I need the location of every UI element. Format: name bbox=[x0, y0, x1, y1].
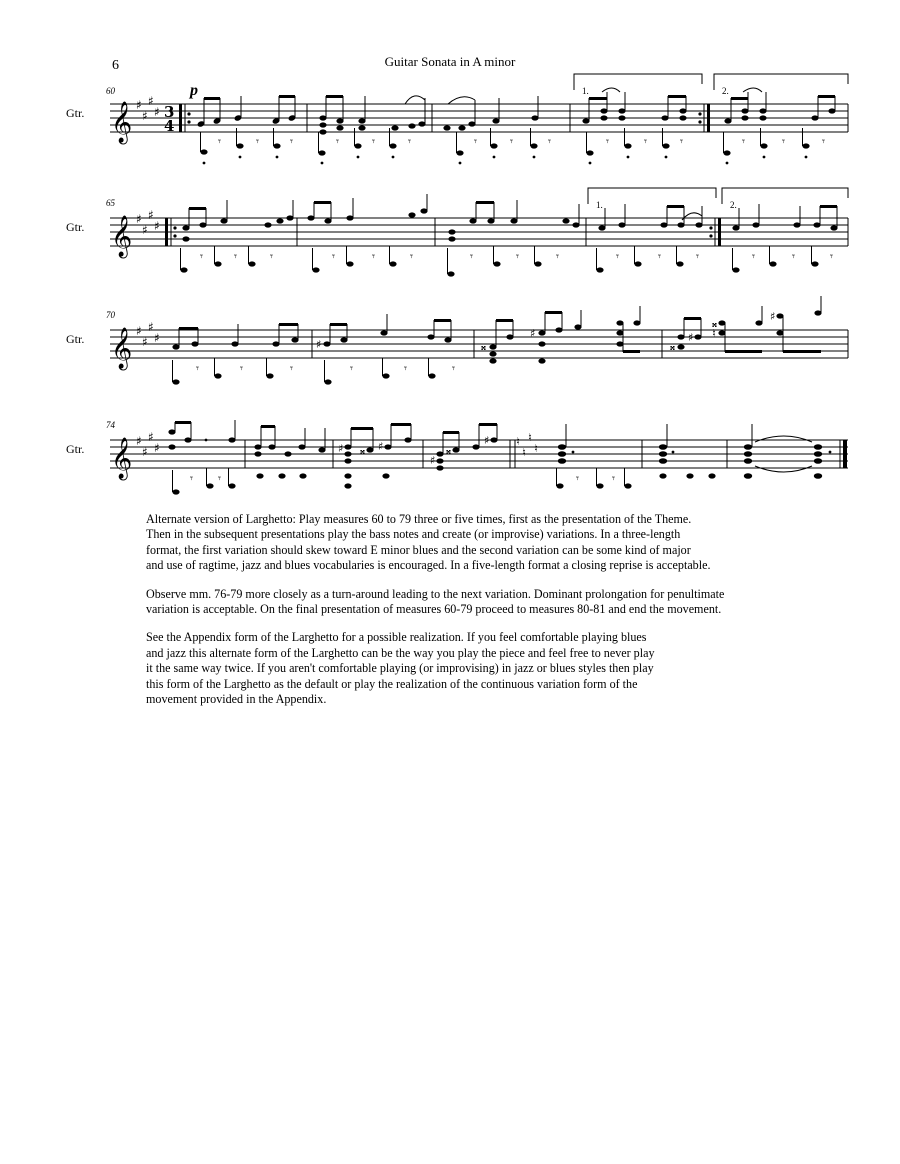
svg-text:♯: ♯ bbox=[142, 223, 148, 237]
svg-text:𝄾: 𝄾 bbox=[696, 250, 699, 263]
svg-text:♯: ♯ bbox=[136, 212, 142, 226]
svg-text:♯: ♯ bbox=[154, 219, 160, 233]
svg-text:♮: ♮ bbox=[522, 446, 526, 459]
upper-stems bbox=[204, 92, 835, 124]
svg-text:𝄾: 𝄾 bbox=[290, 135, 293, 148]
svg-text:𝄾: 𝄾 bbox=[350, 362, 353, 375]
final-barline bbox=[843, 440, 847, 468]
treble-clef-icon: 𝄞 bbox=[111, 102, 133, 143]
svg-text:♮: ♮ bbox=[528, 431, 532, 444]
volta-label: 1. bbox=[596, 200, 603, 210]
svg-text:𝄾: 𝄾 bbox=[680, 135, 683, 148]
svg-text:𝄾: 𝄾 bbox=[612, 472, 615, 485]
svg-text:𝄾: 𝄾 bbox=[782, 135, 785, 148]
volta-brackets bbox=[588, 188, 848, 204]
svg-text:♯: ♯ bbox=[154, 331, 160, 345]
staff-notation bbox=[0, 180, 900, 290]
svg-text:𝄾: 𝄾 bbox=[190, 472, 193, 485]
key-signature bbox=[136, 320, 160, 349]
svg-text:♯: ♯ bbox=[338, 442, 344, 455]
staff-notation bbox=[0, 0, 900, 190]
staff-lines bbox=[110, 218, 848, 246]
staff-system-1 bbox=[0, 0, 900, 190]
notes-paragraph: See the Appendix form of the Larghetto for a possible realization. If you feel comfortable playing blues and jazz this alternate form of the Larghetto can be the way you play the piece and feel free to never play it the same way twice. If you aren't comfortable playing (or improvising) in jazz or blues styles then play this form of the Larghetto as the default or play the realization of the continuous variation form of the movement provided in the Appendix. bbox=[146, 630, 655, 707]
svg-text:♯: ♯ bbox=[530, 327, 536, 340]
svg-text:4: 4 bbox=[164, 117, 175, 135]
svg-text:𝄾: 𝄾 bbox=[576, 472, 579, 485]
staff-system-4 bbox=[0, 404, 900, 514]
svg-text:♯: ♯ bbox=[136, 98, 142, 112]
eighth-rests bbox=[190, 472, 615, 485]
key-signature bbox=[136, 430, 160, 459]
svg-text:♯: ♯ bbox=[148, 430, 154, 444]
svg-text:𝄾: 𝄾 bbox=[240, 362, 243, 375]
bass-notes bbox=[180, 261, 818, 276]
svg-text:♯: ♯ bbox=[148, 94, 154, 108]
volta-label: 2. bbox=[730, 200, 737, 210]
svg-text:♮: ♮ bbox=[516, 435, 520, 448]
treble-clef-icon: 𝄞 bbox=[111, 328, 133, 369]
svg-text:𝄾: 𝄾 bbox=[830, 250, 833, 263]
instrument-label: Gtr. bbox=[66, 442, 85, 456]
svg-text:♯: ♯ bbox=[142, 445, 148, 459]
performance-notes bbox=[146, 512, 786, 720]
svg-text:𝄾: 𝄾 bbox=[556, 250, 559, 263]
svg-text:𝄾: 𝄾 bbox=[792, 250, 795, 263]
svg-text:♯: ♯ bbox=[136, 434, 142, 448]
treble-clef-icon: 𝄞 bbox=[111, 216, 133, 257]
svg-text:𝄾: 𝄾 bbox=[196, 362, 199, 375]
svg-text:♮: ♮ bbox=[712, 327, 716, 340]
svg-text:♯: ♯ bbox=[148, 208, 154, 222]
svg-text:𝄾: 𝄾 bbox=[752, 250, 755, 263]
svg-text:♯: ♯ bbox=[142, 335, 148, 349]
measure-number: 74 bbox=[106, 420, 115, 430]
svg-text:♯: ♯ bbox=[430, 454, 436, 467]
svg-text:𝄾: 𝄾 bbox=[658, 250, 661, 263]
page-title: Guitar Sonata in A minor bbox=[384, 54, 516, 69]
beams bbox=[204, 95, 835, 100]
svg-text:♯: ♯ bbox=[142, 109, 148, 123]
eighth-rests bbox=[196, 362, 455, 375]
notes-paragraph: Observe mm. 76-79 more closely as a turn-around leading to the next variation. Dominant prolongation for penultimate variation is acceptable. On the final presentation of measures 60-79 proceed to measures 80-81 and end the movement. bbox=[146, 586, 725, 617]
svg-text:𝄾: 𝄾 bbox=[372, 250, 375, 263]
volta-label: 2. bbox=[722, 86, 729, 96]
bass-stems bbox=[173, 468, 625, 492]
svg-text:𝄾: 𝄾 bbox=[474, 135, 477, 148]
svg-text:♯: ♯ bbox=[484, 434, 490, 447]
svg-text:♯: ♯ bbox=[148, 320, 154, 334]
svg-text:𝄾: 𝄾 bbox=[822, 135, 825, 148]
upper-voice-notes bbox=[172, 310, 821, 356]
slurs bbox=[682, 213, 702, 220]
svg-text:𝄾: 𝄾 bbox=[510, 135, 513, 148]
measure-number: 70 bbox=[106, 310, 115, 320]
measure-number: 65 bbox=[106, 198, 115, 208]
bass-notes bbox=[172, 358, 545, 384]
svg-text:𝄾: 𝄾 bbox=[408, 135, 411, 148]
svg-text:♯: ♯ bbox=[154, 441, 160, 455]
svg-text:♯: ♯ bbox=[136, 324, 142, 338]
key-signature bbox=[136, 208, 160, 237]
time-signature bbox=[164, 103, 174, 135]
svg-text:♯: ♯ bbox=[154, 105, 160, 119]
staff-notation bbox=[0, 292, 900, 402]
svg-text:𝄾: 𝄾 bbox=[290, 362, 293, 375]
svg-text:𝄾: 𝄾 bbox=[372, 135, 375, 148]
svg-text:𝄾: 𝄾 bbox=[606, 135, 609, 148]
page-number: 6 bbox=[112, 58, 119, 73]
svg-text:𝄾: 𝄾 bbox=[336, 135, 339, 148]
staff-lines bbox=[110, 104, 848, 132]
staff-notation bbox=[0, 404, 900, 514]
volta-brackets bbox=[574, 74, 848, 90]
svg-text:𝄪: 𝄪 bbox=[481, 340, 486, 353]
svg-text:♯: ♯ bbox=[770, 310, 776, 323]
key-signature bbox=[136, 94, 160, 123]
beams bbox=[189, 201, 837, 210]
svg-text:𝄾: 𝄾 bbox=[200, 250, 203, 263]
upper-voice-notes bbox=[197, 108, 836, 134]
svg-text:𝄾: 𝄾 bbox=[218, 135, 221, 148]
svg-text:𝄾: 𝄾 bbox=[234, 250, 237, 263]
svg-text:𝄾: 𝄾 bbox=[256, 135, 259, 148]
svg-text:𝄾: 𝄾 bbox=[616, 250, 619, 263]
svg-text:𝄪: 𝄪 bbox=[360, 444, 365, 457]
svg-text:𝄾: 𝄾 bbox=[548, 135, 551, 148]
volta-label: 1. bbox=[582, 86, 589, 96]
staff-system-2 bbox=[0, 180, 900, 290]
accidentals bbox=[338, 434, 489, 467]
measure-number: 60 bbox=[106, 86, 115, 96]
svg-text:𝄾: 𝄾 bbox=[470, 250, 473, 263]
bass-stems bbox=[181, 246, 812, 274]
beams bbox=[175, 421, 497, 434]
staff-lines bbox=[110, 330, 848, 358]
svg-text:𝄪: 𝄪 bbox=[446, 444, 451, 457]
svg-text:3: 3 bbox=[164, 103, 175, 121]
dynamic-marking: p bbox=[190, 82, 198, 99]
instrument-label: Gtr. bbox=[66, 220, 85, 234]
svg-text:♯: ♯ bbox=[688, 331, 694, 344]
instrument-label: Gtr. bbox=[66, 332, 85, 346]
svg-text:♯: ♯ bbox=[316, 338, 322, 351]
svg-text:♮: ♮ bbox=[534, 442, 538, 455]
svg-text:𝄾: 𝄾 bbox=[270, 250, 273, 263]
svg-text:𝄾: 𝄾 bbox=[452, 362, 455, 375]
key-change-naturals bbox=[516, 431, 538, 459]
svg-text:𝄾: 𝄾 bbox=[404, 362, 407, 375]
treble-clef-icon: 𝄞 bbox=[111, 438, 133, 479]
svg-text:𝄾: 𝄾 bbox=[332, 250, 335, 263]
svg-text:𝄾: 𝄾 bbox=[516, 250, 519, 263]
svg-text:𝄪: 𝄪 bbox=[712, 317, 717, 330]
svg-text:𝄾: 𝄾 bbox=[218, 472, 221, 485]
eighth-rests bbox=[218, 135, 825, 148]
slurs bbox=[405, 88, 762, 104]
bass-notes bbox=[172, 465, 822, 494]
svg-text:𝄾: 𝄾 bbox=[742, 135, 745, 148]
svg-text:𝄪: 𝄪 bbox=[670, 340, 675, 353]
svg-text:♯: ♯ bbox=[378, 440, 384, 453]
staff-system-3 bbox=[0, 292, 900, 402]
bass-stems bbox=[173, 358, 429, 382]
svg-text:𝄾: 𝄾 bbox=[644, 135, 647, 148]
instrument-label: Gtr. bbox=[66, 106, 85, 120]
svg-text:𝄾: 𝄾 bbox=[410, 250, 413, 263]
eighth-rests bbox=[200, 250, 833, 263]
notes-paragraph: Alternate version of Larghetto: Play measures 60 to 79 three or five times, first as the presentation of the Theme. Then in the subsequent presentations play the bass notes and create (or improvise) variations. In a three-length format, the first variation should skew toward E minor blues and the second variation can be some kind of major and use of ragtime, jazz and blues vocabularies is encouraged. In a five-length format a closing reprise is acceptable. bbox=[146, 512, 711, 573]
